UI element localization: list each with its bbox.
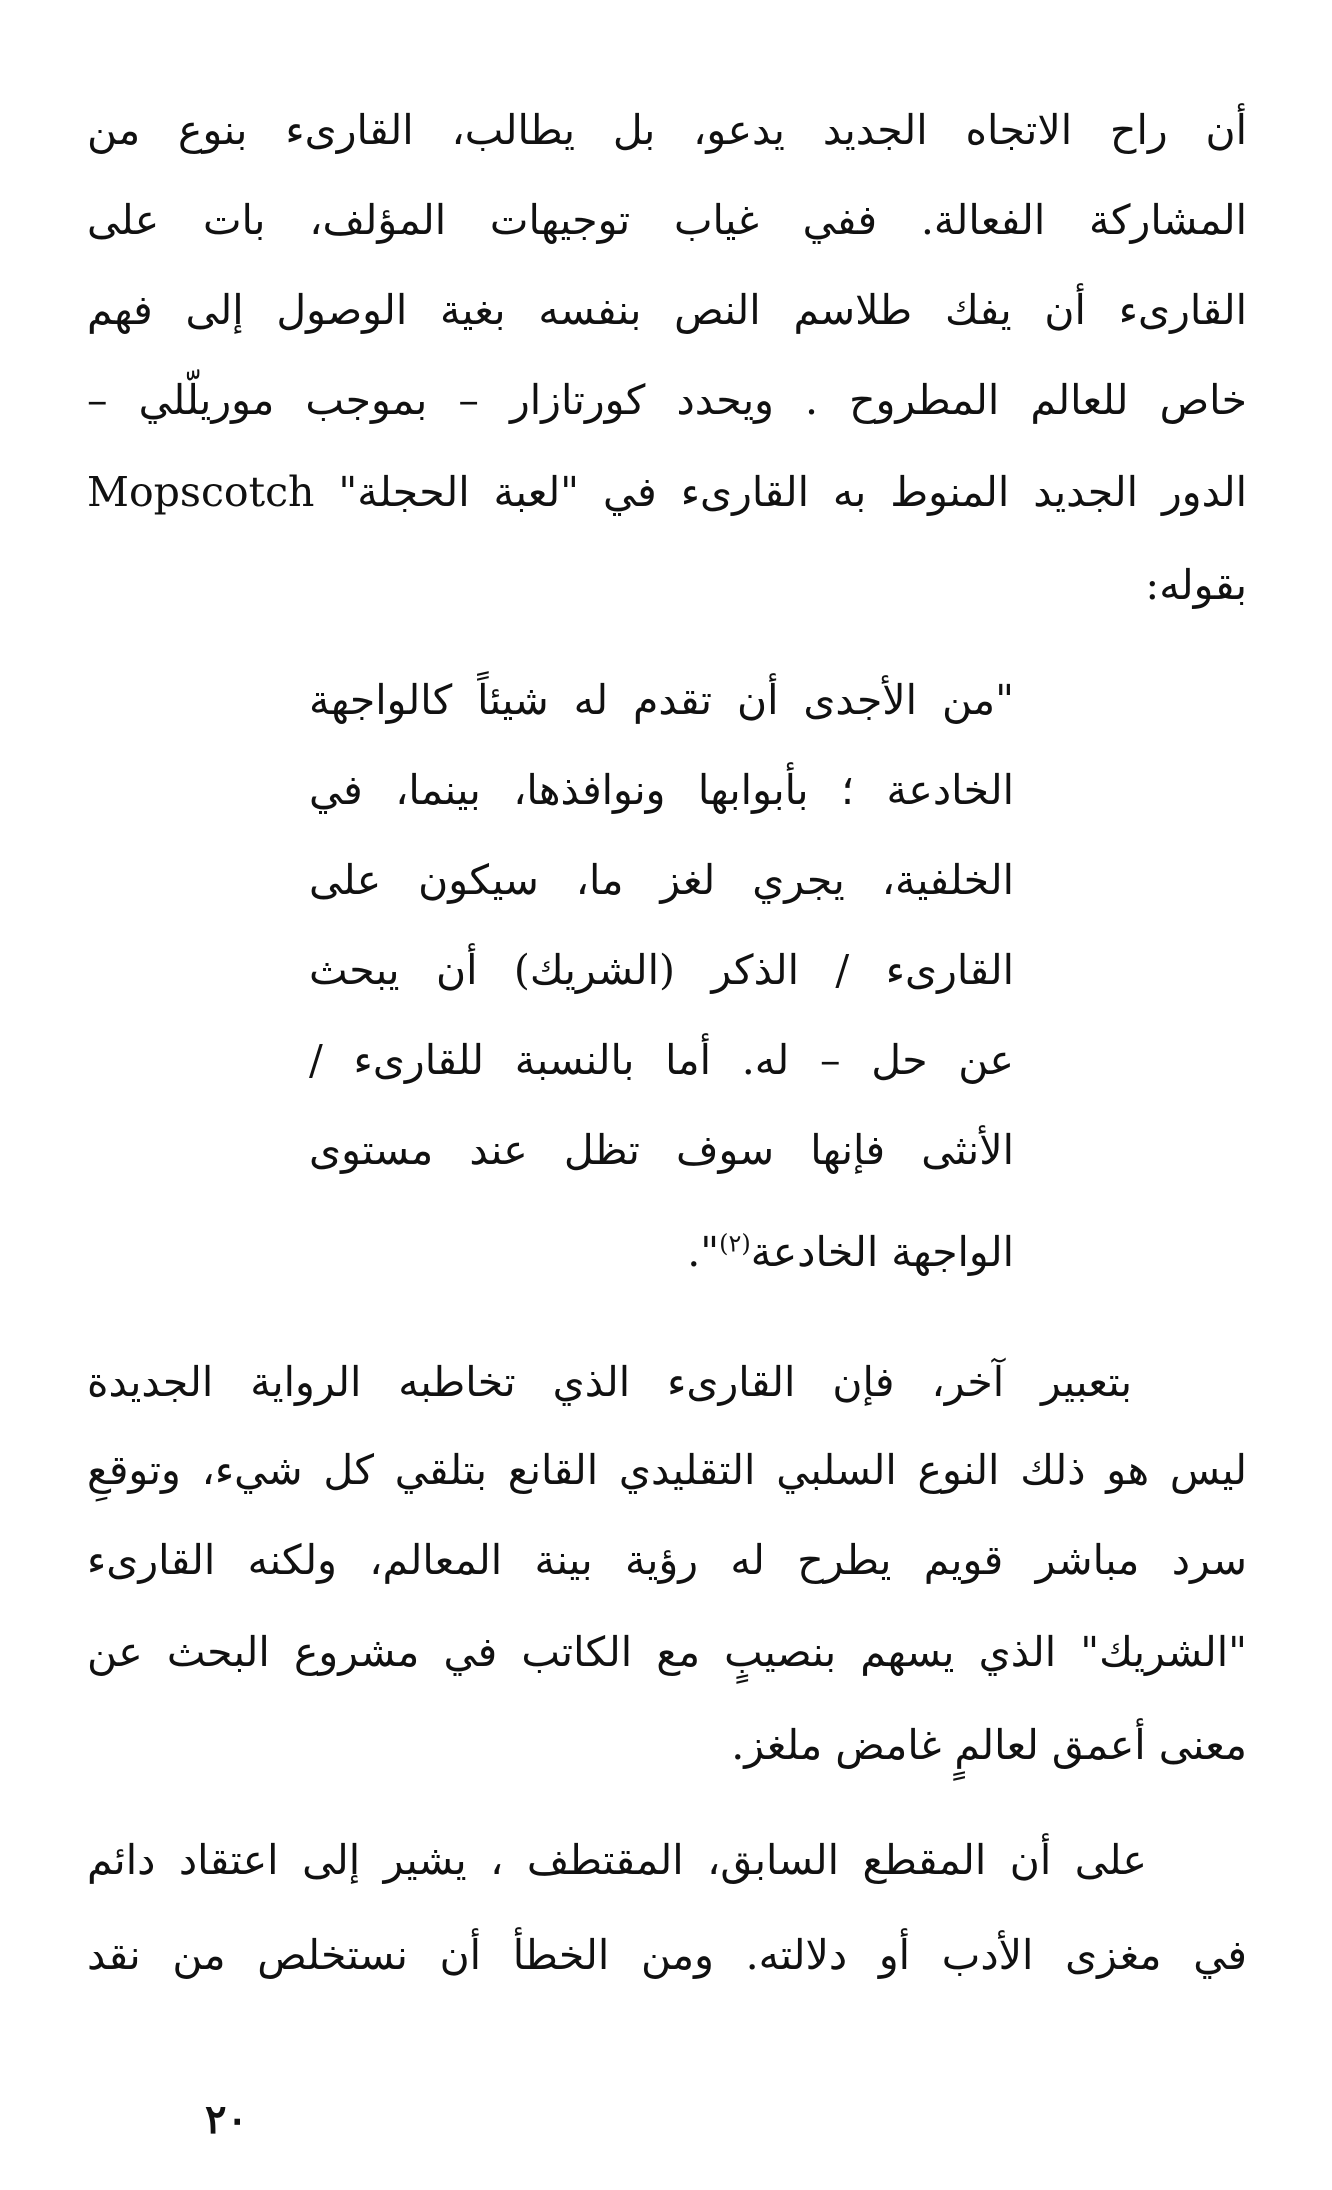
text-line: بتعبير آخر، فإن القارىء الذي تخاطبه الرواية الجديدة — [87, 1358, 1132, 1406]
text-line: سرد مباشر قويم يطرح له رؤية بينة المعالم، ولكنه القارىء — [87, 1536, 1247, 1584]
quote-line: الخادعة ؛ بأبوابها ونوافذها، بينما، في — [309, 766, 1014, 814]
text-line: بقوله: — [1145, 561, 1247, 609]
text-line: المشاركة الفعالة. ففي غياب توجيهات المؤلف، بات على — [87, 196, 1247, 244]
quote-line-last — [309, 1222, 1014, 1282]
text-line: في مغزى الأدب أو دلالته. ومن الخطأ أن نستخلص من نقد — [87, 1931, 1247, 1979]
quote-closing: ". — [687, 1228, 720, 1276]
quote-line: "من الأجدى أن تقدم له شيئاً كالواجهة — [309, 676, 1014, 724]
page-number: ٢٠ — [205, 2096, 248, 2143]
quote-line: الأنثى فإنها سوف تظل عند مستوى — [309, 1126, 1014, 1174]
quote-line: القارىء / الذكر (الشريك) أن يبحث — [309, 946, 1014, 994]
quote-line: عن حل – له. أما بالنسبة للقارىء / — [309, 1036, 1014, 1084]
text-line: "الشريك" الذي يسهم بنصيبٍ مع الكاتب في مشروع البحث عن — [87, 1628, 1247, 1676]
text-line: على أن المقطع السابق، المقتطف ، يشير إلى اعتقاد دائم — [87, 1836, 1147, 1884]
text-line: الدور الجديد المنوط به القارىء في "لعبة الحجلة" Mopscotch — [87, 468, 1247, 516]
text-line: القارىء أن يفك طلاسم النص بنفسه بغية الوصول إلى فهم — [87, 286, 1247, 334]
footnote-marker: (٢) — [719, 1229, 751, 1258]
quote-text: الواجهة الخادعة — [750, 1228, 1014, 1276]
text-line: ليس هو ذلك النوع السلبي التقليدي القانع بتلقي كل شيء، وتوقعِ — [87, 1446, 1247, 1494]
text-line: خاص للعالم المطروح . ويحدد كورتازار – بموجب موريلّلي – — [87, 376, 1247, 424]
quote-line: الخلفية، يجري لغز ما، سيكون على — [309, 856, 1014, 904]
text-line: معنى أعمق لعالمٍ غامض ملغز. — [731, 1721, 1247, 1769]
text-line: أن راح الاتجاه الجديد يدعو، بل يطالب، القارىء بنوع من — [87, 106, 1247, 154]
